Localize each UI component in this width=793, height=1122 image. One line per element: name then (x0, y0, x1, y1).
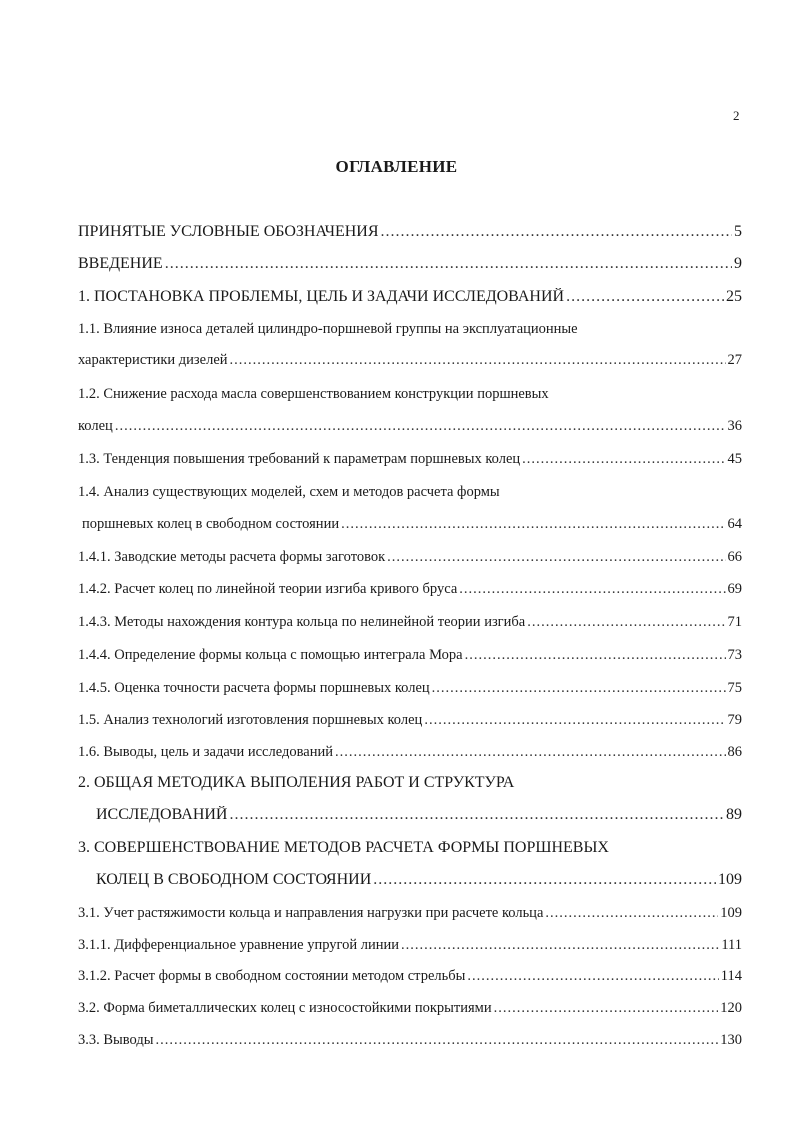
leader-dots (373, 871, 716, 889)
leader-dots (341, 516, 725, 533)
toc-entry-page: 109 (718, 871, 742, 888)
toc-entry-page: 120 (720, 1000, 742, 1016)
leader-dots (229, 806, 724, 824)
toc-entry-text: 1.2. Снижение расхода масла совершенствованием конструкции поршневых (78, 386, 549, 402)
leader-dots (459, 581, 725, 598)
toc-entry (78, 288, 742, 306)
toc-entry-text: 1.1. Влияние износа деталей цилиндро-поршневой группы на эксплуатационные (78, 321, 578, 337)
toc-entry-continuation: поршневых колец в свободном состоянии (82, 516, 340, 532)
toc-entry-page: 75 (727, 680, 742, 696)
toc-entry (82, 516, 742, 533)
leader-dots (527, 614, 725, 631)
toc-entry-page: 73 (727, 647, 742, 663)
leader-dots (156, 1032, 719, 1049)
toc-entry-page: 109 (720, 905, 742, 921)
toc-entry-text: 1.4.4. Определение формы кольца с помощью интеграла Мора (78, 647, 463, 663)
toc-entry-page: 66 (727, 549, 742, 565)
toc-entry-page: 25 (726, 288, 742, 305)
toc-entry-text: 3.1.2. Расчет формы в свободном состоянии методом стрельбы (78, 968, 466, 984)
toc-entry-text: 1. ПОСТАНОВКА ПРОБЛЕМЫ, ЦЕЛЬ И ЗАДАЧИ ИССЛЕДОВАНИЙ (78, 288, 565, 305)
toc-entry-line1 (78, 386, 742, 403)
leader-dots (522, 451, 725, 468)
toc-entry-continuation: колец (78, 418, 113, 434)
toc-entry-page: 5 (734, 223, 742, 240)
leader-dots (465, 647, 726, 664)
toc-entry (96, 871, 742, 889)
toc-entry (78, 905, 742, 922)
toc-entry-page: 64 (727, 516, 742, 532)
toc-entry (78, 255, 742, 273)
toc-entry-page: 130 (720, 1032, 742, 1048)
leader-dots (432, 680, 726, 697)
toc-entry-text: 1.4.1. Заводские методы расчета формы заготовок (78, 549, 386, 565)
toc-entry-text: 3. СОВЕРШЕНСТВОВАНИЕ МЕТОДОВ РАСЧЕТА ФОРМЫ ПОРШНЕВЫХ (78, 839, 609, 856)
toc-entry-text: 1.5. Анализ технологий изготовления поршневых колец (78, 712, 423, 728)
leader-dots (401, 937, 719, 954)
toc-entry-text: 1.6. Выводы, цель и задачи исследований (78, 744, 333, 760)
toc-entry (96, 806, 742, 824)
toc-entry (78, 744, 742, 761)
toc-entry (78, 647, 742, 664)
leader-dots (424, 712, 725, 729)
toc-entry (78, 1000, 742, 1017)
toc-entry-page: 111 (721, 937, 742, 953)
toc-entry-text: 1.4.5. Оценка точности расчета формы поршневых колец (78, 680, 430, 696)
toc-entry-page: 79 (727, 712, 742, 728)
toc-entry (78, 614, 742, 631)
toc-entry-text: ПРИНЯТЫЕ УСЛОВНЫЕ ОБОЗНАЧЕНИЯ (78, 223, 379, 240)
toc-entry-line1 (78, 774, 742, 792)
toc-entry-text: 3.2. Форма биметаллических колец с износостойкими покрытиями (78, 1000, 492, 1016)
toc-entry-continuation: характеристики дизелей (78, 352, 228, 368)
leader-dots (381, 223, 732, 241)
toc-entry-text: 1.3. Тенденция повышения требований к параметрам поршневых колец (78, 451, 521, 467)
leader-dots (115, 418, 726, 435)
toc-entry (78, 1032, 742, 1049)
toc-entry-line1 (78, 321, 742, 338)
leader-dots (335, 744, 726, 761)
toc-entry-text: 1.4.2. Расчет колец по линейной теории изгиба кривого бруса (78, 581, 458, 597)
toc-entry (78, 712, 742, 729)
toc-entry-continuation: КОЛЕЦ В СВОБОДНОМ СОСТОЯНИИ (96, 871, 372, 888)
toc-entry (78, 223, 742, 241)
toc-entry-page: 86 (727, 744, 742, 760)
toc-entry (78, 418, 742, 435)
toc-entry (78, 352, 742, 369)
toc-entry (78, 680, 742, 697)
toc-entry-text: 1.4.3. Методы нахождения контура кольца по нелинейной теории изгиба (78, 614, 526, 630)
toc-entry (78, 549, 742, 566)
toc-entry-text: 3.1.1. Дифференциальное уравнение упругой линии (78, 937, 400, 953)
toc-entry-page: 71 (727, 614, 742, 630)
toc-entry-line1 (78, 484, 742, 501)
toc-entry-text: 2. ОБЩАЯ МЕТОДИКА ВЫПОЛЕНИЯ РАБОТ И СТРУКТУРА (78, 774, 515, 791)
leader-dots (494, 1000, 719, 1017)
toc-entry (78, 968, 742, 985)
toc-entry-page: 9 (734, 255, 742, 272)
toc-entry-page: 45 (727, 451, 742, 467)
leader-dots (467, 968, 718, 985)
toc-entry-page: 69 (727, 581, 742, 597)
leader-dots (230, 352, 726, 369)
toc-entry-text: 3.3. Выводы (78, 1032, 154, 1048)
toc-entry (78, 451, 742, 468)
toc-entry (78, 937, 742, 954)
toc-entry-page: 27 (727, 352, 742, 368)
leader-dots (545, 905, 718, 922)
toc-entry-text: ВВЕДЕНИЕ (78, 255, 163, 272)
toc-entry-page: 36 (727, 418, 742, 434)
toc-entry-line1 (78, 839, 742, 857)
page-title: ОГЛАВЛЕНИЕ (335, 157, 458, 176)
page-number: 2 (733, 108, 740, 123)
toc-entry-text: 1.4. Анализ существующих моделей, схем и методов расчета формы (78, 484, 500, 500)
toc-entry-page: 114 (720, 968, 742, 984)
leader-dots (387, 549, 725, 566)
leader-dots (566, 288, 724, 306)
toc-entry-page: 89 (726, 806, 742, 823)
toc-entry-text: 3.1. Учет растяжимости кольца и направления нагрузки при расчете кольца (78, 905, 544, 921)
toc-entry (78, 581, 742, 598)
leader-dots (165, 255, 732, 273)
toc-entry-continuation: ИССЛЕДОВАНИЙ (96, 806, 228, 823)
